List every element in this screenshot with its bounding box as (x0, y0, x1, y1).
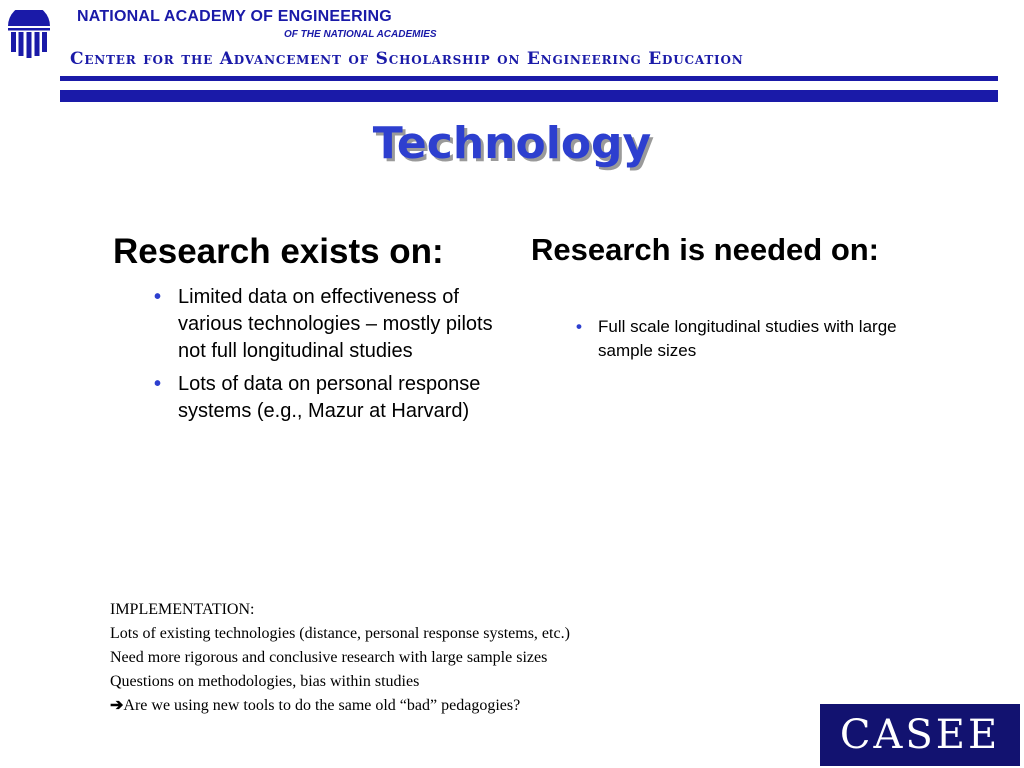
header-rule-thick (60, 90, 998, 102)
implementation-block (110, 598, 810, 718)
right-column-heading: Research is needed on: (531, 232, 880, 267)
center-name: Center for the Advancement of Scholarship on Engineering Education (70, 49, 744, 69)
bullet-icon: • (576, 317, 582, 336)
list-item (576, 315, 916, 363)
question-text: Are we using new tools to do the same old “bad” pedagogies? (123, 697, 521, 714)
casee-logo-text: CASEE (839, 712, 1001, 758)
right-bullet-list (576, 315, 916, 369)
bullet-icon: • (154, 373, 162, 395)
arrow-right-icon: ➔ (110, 697, 124, 714)
implementation-line: Need more rigorous and conclusive research with large sample sizes (110, 649, 548, 666)
implementation-line: Lots of existing technologies (distance, personal response systems, etc.) (110, 625, 570, 642)
bullet-icon: • (154, 286, 162, 308)
nae-logo-icon (6, 10, 52, 62)
bullet-text: Full scale longitudinal studies with large sample sizes (598, 317, 897, 360)
implementation-question (110, 694, 810, 718)
left-bullet-list (154, 284, 499, 431)
org-name: NATIONAL ACADEMY OF ENGINEERING (77, 8, 392, 25)
list-item (154, 371, 499, 425)
left-column-heading: Research exists on: (113, 232, 444, 271)
implementation-line: Questions on methodologies, bias within studies (110, 673, 420, 690)
header-rule-thin (60, 76, 998, 81)
slide-title: Technology (372, 118, 652, 169)
org-subtitle: OF THE NATIONAL ACADEMIES (284, 29, 437, 40)
implementation-heading: IMPLEMENTATION: (110, 601, 255, 618)
bullet-text: Lots of data on personal response systems (e.g., Mazur at Harvard) (178, 373, 481, 422)
casee-logo (820, 704, 1020, 766)
list-item (154, 284, 499, 365)
bullet-text: Limited data on effectiveness of various technologies – mostly pilots not full longitudinal studies (178, 286, 493, 362)
